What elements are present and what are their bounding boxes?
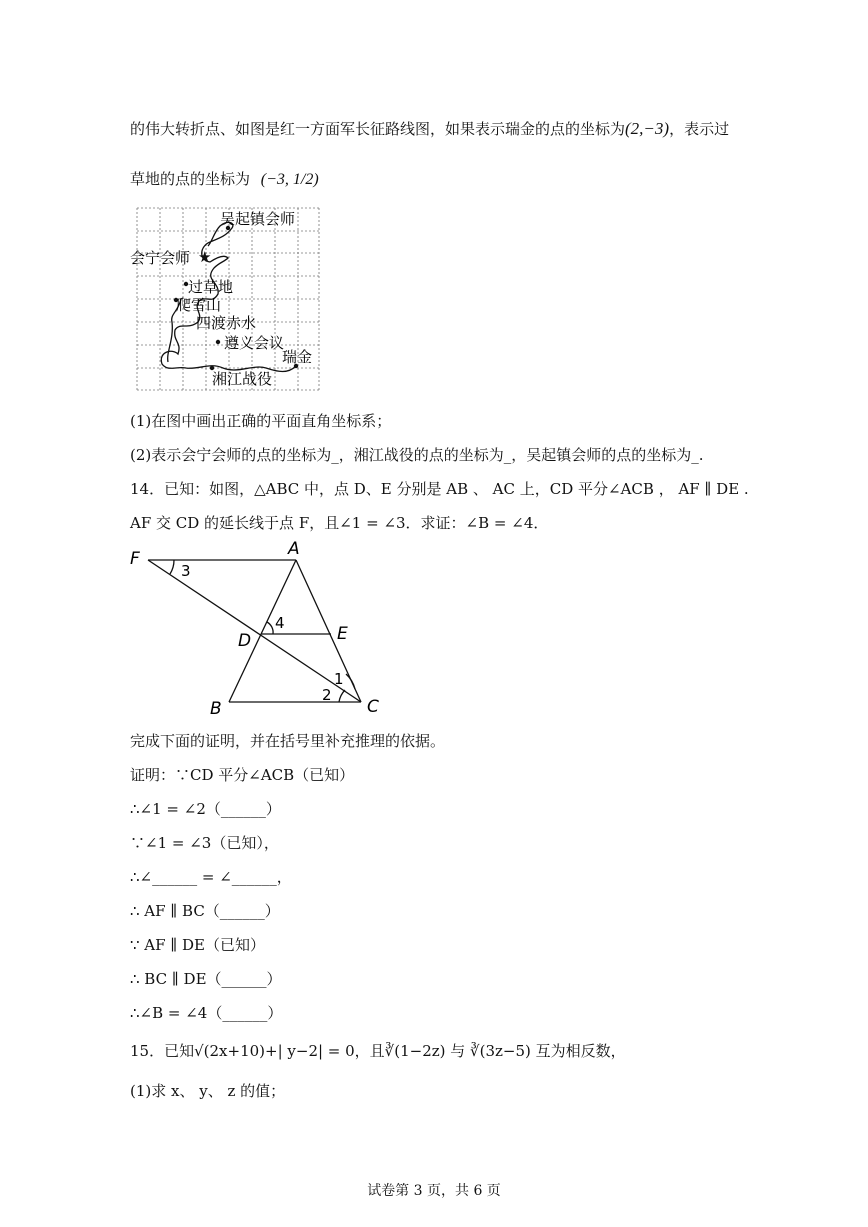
long-march-map	[128, 202, 328, 398]
caodi-coordinate: (−3, 1/2)	[260, 171, 319, 188]
label-wuqi: 吴起镇会师	[220, 210, 296, 228]
angle-3-arc	[170, 560, 174, 574]
angle-2-arc	[339, 690, 345, 702]
label-caodi: 过草地	[188, 278, 234, 296]
intro-line-1	[130, 118, 729, 139]
label-xiangjiang: 湘江战役	[212, 370, 273, 388]
intro-line-2	[130, 168, 319, 189]
intro-text-2a: 草地的点的坐标为	[130, 170, 251, 188]
label-C: C	[367, 697, 379, 717]
proof-step-1: 证明：∵CD 平分∠ACB（已知）	[130, 766, 355, 784]
proof-step-4: ∴∠______ = ∠______，	[130, 868, 292, 886]
proof-step-7: ∴ BC ∥ DE（______）	[130, 970, 282, 988]
q14-line2: AF 交 CD 的延长线于点 F，且∠1 = ∠3．求证：∠B = ∠4．	[130, 514, 549, 532]
q14-instruction: 完成下面的证明，并在括号里补充推理的依据。	[130, 732, 446, 750]
star-icon: ★	[198, 248, 212, 266]
angle-2-label: 2	[322, 686, 332, 704]
q15-line1: 15．已知√(2x+10)+| y−2| = 0，且∛(1−2z) 与 ∛(3z−5) 互为相反数，	[130, 1042, 626, 1060]
label-chishui: 四渡赤水	[196, 314, 257, 332]
angle-4-arc	[267, 622, 273, 634]
label-xueshan: 爬雪山	[176, 296, 222, 314]
label-F: F	[130, 549, 140, 569]
proof-step-2: ∴∠1 = ∠2（______）	[130, 800, 281, 818]
proof-step-8: ∴∠B = ∠4（______）	[130, 1004, 283, 1022]
proof-step-6: ∵ AF ∥ DE（已知）	[130, 936, 265, 954]
angle-1-label: 1	[334, 670, 344, 688]
proof-step-5: ∴ AF ∥ BC（______）	[130, 902, 280, 920]
q13-part1: (1)在图中画出正确的平面直角坐标系；	[130, 412, 392, 430]
proof-step-3: ∵∠1 = ∠3（已知），	[130, 834, 279, 852]
intro-text-1b: ，表示过	[669, 120, 730, 138]
triangle-figure	[126, 536, 396, 718]
label-D: D	[238, 631, 252, 651]
label-zunyi: 遵义会议	[224, 334, 285, 352]
q15-part1: (1)求 x、 y、 z 的值；	[130, 1082, 286, 1100]
label-A: A	[288, 539, 300, 559]
label-B: B	[210, 699, 222, 718]
label-ruijin: 瑞金	[282, 348, 313, 366]
page-footer: 试卷第 3 页，共 6 页	[367, 1183, 501, 1199]
label-huining: 会宁会师	[130, 249, 191, 267]
label-E: E	[337, 624, 348, 644]
ruijin-coordinate: (2,−3)	[625, 119, 670, 138]
intro-text-1a: 的伟大转折点、如图是红一方面军长征路线图，如果表示瑞金的点的坐标为	[130, 120, 626, 138]
q14-line1: 14．已知：如图，△ABC 中，点 D、E 分别是 AB 、 AC 上，CD 平分∠ACB ， AF ∥ DE .	[130, 480, 749, 498]
angle-4-label: 4	[275, 614, 285, 632]
q13-part2: (2)表示会宁会师的点的坐标为_，湘江战役的点的坐标为_，吴起镇会师的点的坐标为_.	[130, 446, 704, 464]
angle-3-label: 3	[181, 562, 191, 580]
